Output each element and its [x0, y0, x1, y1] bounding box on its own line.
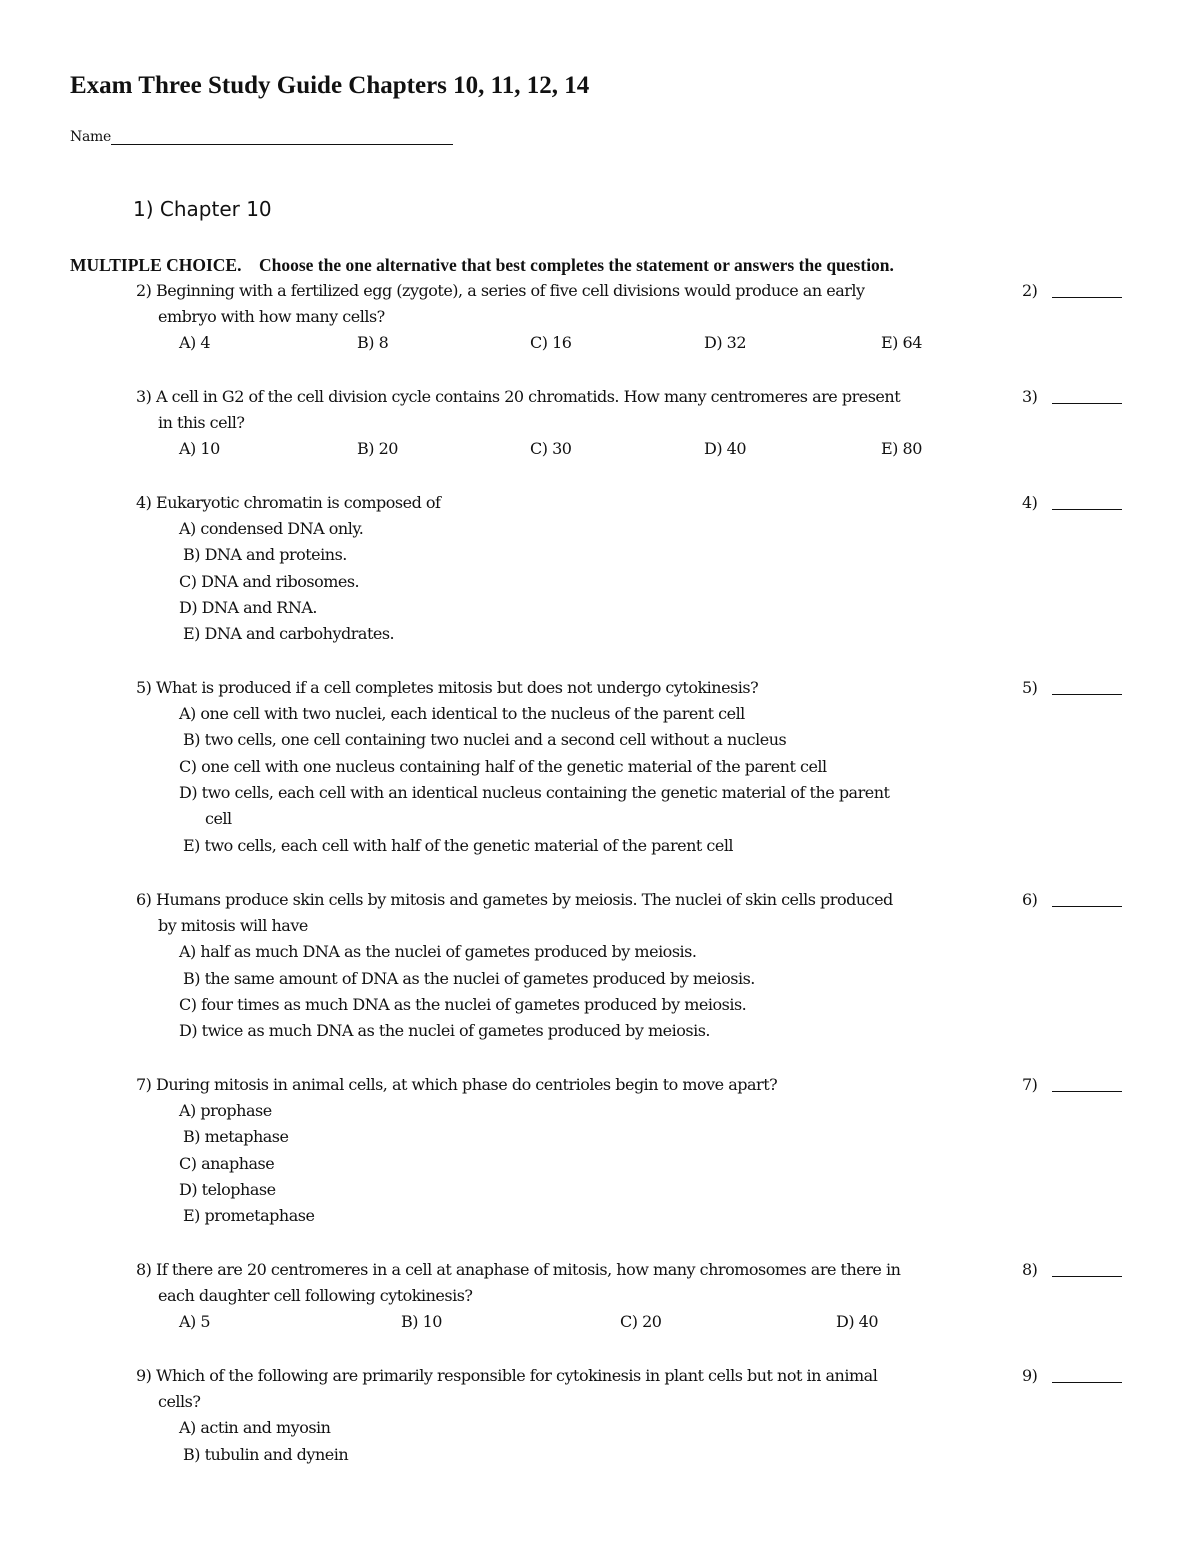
answer-option: D) two cells, each cell with an identical nucleus containing the genetic material of the parent: [179, 783, 890, 802]
answer-option: B) 8: [357, 333, 389, 352]
section-instructions: MULTIPLE CHOICE. Choose the one alternative that best completes the statement or answers the question.: [70, 255, 894, 275]
answer-number: 2): [1022, 281, 1038, 300]
question-text: in this cell?: [158, 413, 245, 432]
answer-blank[interactable]: [1052, 1075, 1122, 1092]
answer-option: C) four times as much DNA as the nuclei of gametes produced by meiosis.: [179, 995, 747, 1014]
answer-option: A) actin and myosin: [179, 1418, 331, 1437]
question-text: by mitosis will have: [158, 916, 308, 935]
answer-blank[interactable]: [1052, 281, 1122, 298]
answer-option: A) one cell with two nuclei, each identical to the nucleus of the parent cell: [179, 704, 745, 723]
answer-option: B) tubulin and dynein: [183, 1445, 349, 1464]
answer-option: cell: [205, 809, 232, 828]
question-text: 8) If there are 20 centromeres in a cell at anaphase of mitosis, how many chromosomes are there in: [136, 1260, 901, 1279]
question-text: each daughter cell following cytokinesis?: [158, 1286, 473, 1305]
answer-option: E) prometaphase: [183, 1206, 315, 1225]
answer-option: D) 40: [836, 1312, 879, 1331]
answer-option: C) one cell with one nucleus containing half of the genetic material of the parent cell: [179, 757, 827, 776]
answer-option: B) 10: [401, 1312, 442, 1331]
answer-option: D) 40: [704, 439, 747, 458]
page-title: Exam Three Study Guide Chapters 10, 11, 12, 14: [70, 72, 590, 99]
answer-blank[interactable]: [1052, 1366, 1122, 1383]
answer-blank[interactable]: [1052, 890, 1122, 907]
question-text: 3) A cell in G2 of the cell division cycle contains 20 chromatids. How many centromeres are present: [136, 387, 901, 406]
answer-option: C) 16: [530, 333, 572, 352]
answer-option: B) two cells, one cell containing two nuclei and a second cell without a nucleus: [183, 730, 787, 749]
answer-blank[interactable]: [1052, 387, 1122, 404]
answer-number: 7): [1022, 1075, 1038, 1094]
answer-blank[interactable]: [1052, 493, 1122, 510]
chapter-heading: 1) Chapter 10: [133, 197, 272, 221]
answer-option: D) 32: [704, 333, 747, 352]
answer-number: 5): [1022, 678, 1038, 697]
answer-option: A) prophase: [179, 1101, 272, 1120]
name-field: [70, 128, 453, 145]
question-text: 5) What is produced if a cell completes mitosis but does not undergo cytokinesis?: [136, 678, 759, 697]
question-text: 6) Humans produce skin cells by mitosis and gametes by meiosis. The nuclei of skin cells produced: [136, 890, 893, 909]
answer-option: B) the same amount of DNA as the nuclei of gametes produced by meiosis.: [183, 969, 755, 988]
answer-blank[interactable]: [1052, 678, 1122, 695]
name-label: Name: [70, 129, 111, 145]
question-text: 2) Beginning with a fertilized egg (zygote), a series of five cell divisions would produce an early: [136, 281, 865, 300]
question-text: 9) Which of the following are primarily responsible for cytokinesis in plant cells but not in animal: [136, 1366, 878, 1385]
answer-number: 4): [1022, 493, 1038, 512]
answer-option: D) telophase: [179, 1180, 276, 1199]
answer-option: A) condensed DNA only.: [179, 519, 364, 538]
answer-number: 3): [1022, 387, 1038, 406]
answer-option: C) DNA and ribosomes.: [179, 572, 360, 591]
answer-option: E) DNA and carbohydrates.: [183, 624, 395, 643]
answer-option: E) two cells, each cell with half of the genetic material of the parent cell: [183, 836, 734, 855]
name-blank-line: [111, 128, 453, 145]
answer-option: B) DNA and proteins.: [183, 545, 347, 564]
answer-blank[interactable]: [1052, 1260, 1122, 1277]
answer-option: B) 20: [357, 439, 398, 458]
answer-number: 6): [1022, 890, 1038, 909]
answer-option: A) 4: [179, 333, 211, 352]
answer-number: 8): [1022, 1260, 1038, 1279]
answer-number: 9): [1022, 1366, 1038, 1385]
answer-option: B) metaphase: [183, 1127, 289, 1146]
question-text: 7) During mitosis in animal cells, at which phase do centrioles begin to move apart?: [136, 1075, 778, 1094]
answer-option: C) 30: [530, 439, 572, 458]
question-text: embryo with how many cells?: [158, 307, 385, 326]
answer-option: E) 64: [881, 333, 922, 352]
question-text: 4) Eukaryotic chromatin is composed of: [136, 493, 441, 512]
answer-option: D) twice as much DNA as the nuclei of gametes produced by meiosis.: [179, 1021, 710, 1040]
answer-option: C) 20: [620, 1312, 662, 1331]
answer-option: A) half as much DNA as the nuclei of gametes produced by meiosis.: [179, 942, 697, 961]
answer-option: E) 80: [881, 439, 922, 458]
answer-option: C) anaphase: [179, 1154, 275, 1173]
answer-option: A) 10: [179, 439, 220, 458]
answer-option: D) DNA and RNA.: [179, 598, 317, 617]
answer-option: A) 5: [179, 1312, 211, 1331]
question-text: cells?: [158, 1392, 201, 1411]
